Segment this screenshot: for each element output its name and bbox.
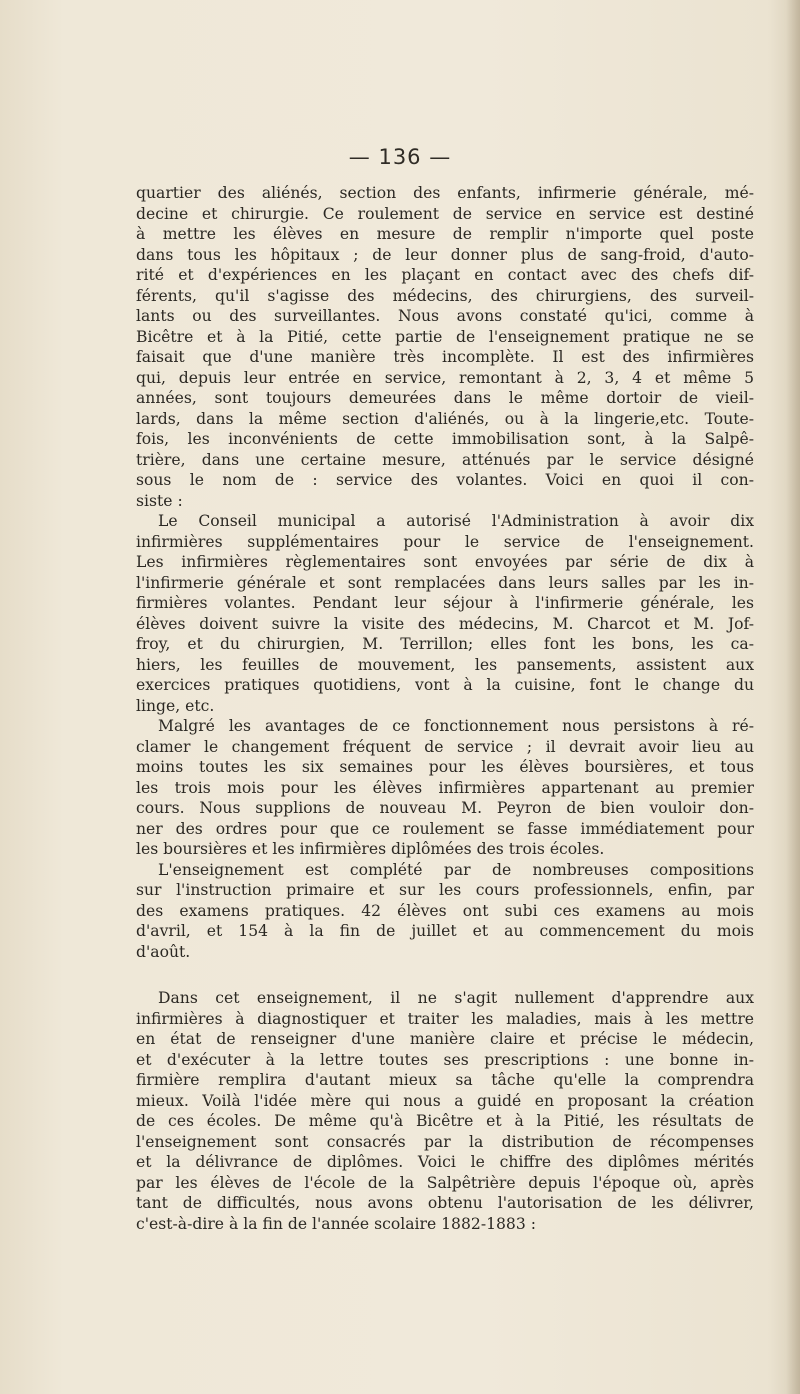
text-line: sur l'instruction primaire et sur les cours professionnels, enfin, par xyxy=(136,881,754,899)
text-line: Le Conseil municipal a autorisé l'Administration à avoir dix xyxy=(158,512,754,530)
text-line: Les infirmières règlementaires sont envoyées par série de dix à xyxy=(136,553,754,571)
text-line: siste : xyxy=(136,491,183,510)
text-line: L'enseignement est complété par de nombreuses compositions xyxy=(158,860,754,879)
text-line: années, sont toujours demeurées dans le même dortoir de vieil- xyxy=(136,389,754,407)
text-line: en état de renseigner d'une manière claire et précise le médecin, xyxy=(136,1030,754,1048)
text-line: ner des ordres pour que ce roulement se fasse immédiatement pour xyxy=(136,819,754,838)
text-line: mieux. Voilà l'idée mère qui nous a guidé en proposant la création xyxy=(136,1091,754,1110)
text-line: firmière remplira d'autant mieux sa tâche qu'elle la comprendra xyxy=(136,1071,754,1089)
text-line: sous le nom de : service des volantes. Voici en quoi il con- xyxy=(136,471,754,489)
text-line: trière, dans une certaine mesure, atténués par le service désigné xyxy=(136,450,754,469)
text-line: clamer le changement fréquent de service ; il devrait avoir lieu au xyxy=(136,737,754,756)
text-line: les trois mois pour les élèves infirmières appartenant au premier xyxy=(136,778,754,797)
text-line: hiers, les feuilles de mouvement, les pansements, assistent aux xyxy=(136,655,754,674)
text-line: tant de difficultés, nous avons obtenu l'autorisation de les délivrer, xyxy=(136,1194,754,1212)
text-line: l'enseignement sont consacrés par la distribution de récompenses xyxy=(136,1132,754,1151)
text-line: Malgré les avantages de ce fonctionnement nous persistons à ré- xyxy=(158,717,754,735)
text-line: fois, les inconvénients de cette immobilisation sont, à la Salpê- xyxy=(136,430,754,448)
text-line: par les élèves de l'école de la Salpêtrière depuis l'époque où, après xyxy=(136,1173,754,1192)
text-line: froy, et du chirurgien, M. Terrillon; elles font les bons, les ca- xyxy=(136,635,754,653)
text-line: firmières volantes. Pendant leur séjour à l'infirmerie générale, les xyxy=(136,594,754,612)
text-line: exercices pratiques quotidiens, vont à la cuisine, font le change du xyxy=(136,676,754,694)
text-line: c'est-à-dire à la fin de l'année scolaire 1882-1883 : xyxy=(136,1214,536,1233)
text-line: lants ou des surveillantes. Nous avons constaté qu'ici, comme à xyxy=(136,307,754,325)
text-line: et d'exécuter à la lettre toutes ses prescriptions : une bonne in- xyxy=(136,1050,754,1069)
text-line: et la délivrance de diplômes. Voici le chiffre des diplômes mérités xyxy=(136,1153,754,1171)
text-line: decine et chirurgie. Ce roulement de service en service est destiné xyxy=(136,204,754,223)
text-line: Bicêtre et à la Pitié, cette partie de l'enseignement pratique ne se xyxy=(136,327,754,346)
page-number: — 136 — xyxy=(348,145,452,169)
text-line: lards, dans la même section d'aliénés, ou à la lingerie,etc. Toute- xyxy=(136,409,754,428)
paragraph-gap xyxy=(136,962,754,988)
text-line: de ces écoles. De même qu'à Bicêtre et à la Pitié, les résultats de xyxy=(136,1112,754,1130)
body-text xyxy=(136,183,754,1234)
text-line: moins toutes les six semaines pour les élèves boursières, et tous xyxy=(136,758,754,776)
text-line: cours. Nous supplions de nouveau M. Peyron de bien vouloir don- xyxy=(136,799,754,817)
text-line: les boursières et les infirmières diplômées des trois écoles. xyxy=(136,840,605,858)
text-line: d'avril, et 154 à la fin de juillet et au commencement du mois xyxy=(136,922,754,940)
text-line: dans tous les hôpitaux ; de leur donner plus de sang-froid, d'auto- xyxy=(136,245,754,264)
text-line: à mettre les élèves en mesure de remplir n'importe quel poste xyxy=(136,225,754,243)
text-line: rité et d'expériences en les plaçant en contact avec des chefs dif- xyxy=(136,266,754,284)
text-line: linge, etc. xyxy=(136,696,215,715)
text-line: l'infirmerie générale et sont remplacées dans leurs salles par les in- xyxy=(136,573,754,592)
text-line: des examens pratiques. 42 élèves ont subi ces examens au mois xyxy=(136,901,754,920)
text-line: Dans cet enseignement, il ne s'agit nullement d'apprendre aux xyxy=(158,989,754,1007)
text-line: élèves doivent suivre la visite des médecins, M. Charcot et M. Jof- xyxy=(136,614,754,633)
text-line: d'août. xyxy=(136,942,191,961)
page-edge-shadow xyxy=(786,0,800,1394)
text-line: quartier des aliénés, section des enfants, infirmerie générale, mé- xyxy=(136,184,754,202)
text-line: infirmières à diagnostiquer et traiter les maladies, mais à les mettre xyxy=(136,1009,754,1028)
text-line: faisait que d'une manière très incomplète. Il est des infirmières xyxy=(136,348,754,366)
text-line: férents, qu'il s'agisse des médecins, des chirurgiens, des surveil- xyxy=(136,286,754,305)
text-line: qui, depuis leur entrée en service, remontant à 2, 3, 4 et même 5 xyxy=(136,368,754,387)
text-line: infirmières supplémentaires pour le service de l'enseignement. xyxy=(136,532,754,551)
